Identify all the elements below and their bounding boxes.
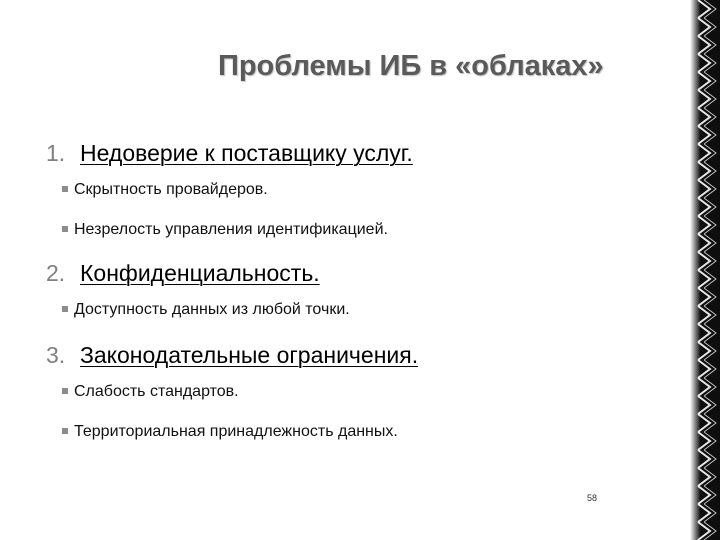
sub-list xyxy=(46,380,666,460)
square-bullet-icon xyxy=(62,226,68,232)
item-number: 2. xyxy=(46,260,66,286)
square-bullet-icon xyxy=(62,306,68,312)
item-label: Законодательные ограничения. xyxy=(80,342,419,368)
decorative-edge-strip xyxy=(690,0,720,540)
square-bullet-icon xyxy=(62,428,68,434)
list-item-heading xyxy=(46,342,666,380)
list-item-2 xyxy=(46,260,666,338)
sub-item-text: Слабость стандартов. xyxy=(74,383,239,400)
square-bullet-icon xyxy=(62,186,68,192)
square-bullet-icon xyxy=(62,388,68,394)
sub-item-text: Незрелость управления идентификацией. xyxy=(74,221,388,238)
sub-item xyxy=(62,178,666,218)
item-number: 3. xyxy=(46,342,66,368)
sub-item xyxy=(62,380,666,420)
list-item-1 xyxy=(46,140,666,258)
sub-item xyxy=(62,218,666,258)
sub-list xyxy=(46,298,666,338)
item-label: Конфиденциальность. xyxy=(80,260,320,286)
list-item-3 xyxy=(46,342,666,460)
item-label: Недоверие к поставщику услуг. xyxy=(80,140,413,166)
sub-item xyxy=(62,420,666,460)
item-number: 1. xyxy=(46,140,66,166)
sub-list xyxy=(46,178,666,258)
sub-item xyxy=(62,298,666,338)
sub-item-text: Территориальная принадлежность данных. xyxy=(74,423,398,440)
numbered-list xyxy=(46,140,666,460)
slide-title: Проблемы ИБ в «облаках» xyxy=(218,50,604,82)
page-number: 58 xyxy=(587,493,598,503)
sub-item-text: Доступность данных из любой точки. xyxy=(74,301,350,318)
list-item-heading xyxy=(46,140,666,178)
sub-item-text: Скрытность провайдеров. xyxy=(74,181,268,198)
list-item-heading xyxy=(46,260,666,298)
